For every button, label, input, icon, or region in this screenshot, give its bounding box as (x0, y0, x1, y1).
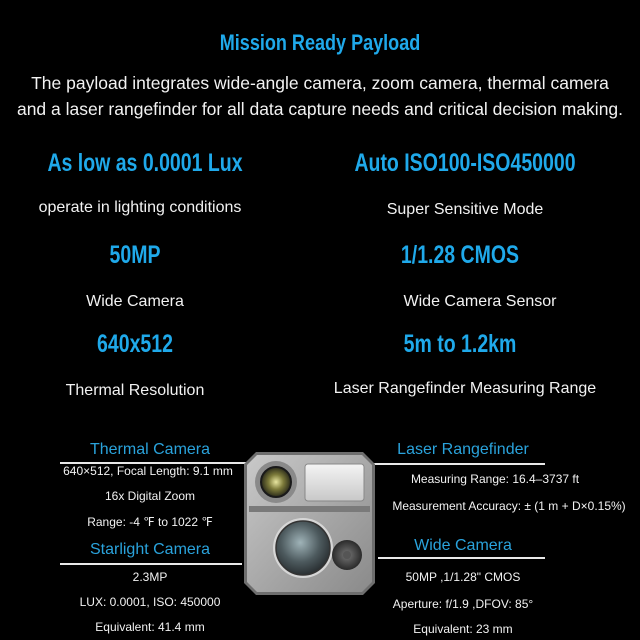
thermal-spec-line: 640×512, Focal Length: 9.1 mm (63, 464, 233, 478)
payload-camera-illustration (244, 452, 375, 595)
starlight-spec-line: 2.3MP (132, 570, 168, 584)
thermal-spec-line: Range: -4 ℉ to 1022 ℉ (87, 515, 213, 529)
highlight-label-wide-camera: Wide Camera (86, 293, 184, 310)
highlight-value-range: 5m to 1.2km (403, 330, 517, 358)
page-title: Mission Ready Payload (219, 30, 421, 55)
wide-spec-line: Equivalent: 23 mm (413, 622, 513, 636)
starlight-spec-line: LUX: 0.0001, ISO: 450000 (79, 595, 221, 609)
highlight-value-cmos: 1/1.28 CMOS (400, 241, 520, 269)
laser-spec-line: Measuring Range: 16.4–3737 ft (410, 472, 580, 486)
description-line-1: The payload integrates wide-angle camera, zoom camera, thermal camera (31, 73, 609, 93)
highlight-value-50mp: 50MP (109, 241, 161, 269)
highlight-value-lux: As low as 0.0001 Lux (47, 149, 243, 177)
highlight-label-sensor: Wide Camera Sensor (403, 293, 557, 310)
highlight-label-range: Laser Rangefinder Measuring Range (333, 380, 597, 397)
highlight-label-iso: Super Sensitive Mode (386, 201, 544, 218)
starlight-camera-title: Starlight Camera (89, 541, 211, 558)
wide-spec-line: 50MP ,1/1.28" CMOS (405, 570, 521, 584)
wide-camera-title: Wide Camera (414, 537, 512, 554)
thermal-spec-line: 16x Digital Zoom (104, 489, 196, 503)
thermal-camera-title: Thermal Camera (89, 441, 211, 458)
highlight-value-iso: Auto ISO100-ISO450000 (354, 149, 576, 177)
laser-divider (372, 463, 545, 465)
wide-spec-line: Aperture: f/1.9 ,DFOV: 85° (392, 597, 534, 611)
laser-spec-line: Measurement Accuracy: ± (1 m + D×0.15%) (392, 499, 626, 513)
wide-divider (378, 557, 545, 559)
description-line-2: and a laser rangefinder for all data capture needs and critical decision making. (16, 99, 624, 119)
starlight-spec-line: Equivalent: 41.4 mm (95, 620, 205, 634)
highlight-label-lux: operate in lighting conditions (38, 199, 242, 216)
starlight-divider (60, 563, 242, 565)
highlight-label-thermal-res: Thermal Resolution (65, 382, 205, 399)
laser-rangefinder-title: Laser Rangefinder (397, 441, 529, 458)
highlight-value-thermal-res: 640x512 (97, 330, 173, 358)
